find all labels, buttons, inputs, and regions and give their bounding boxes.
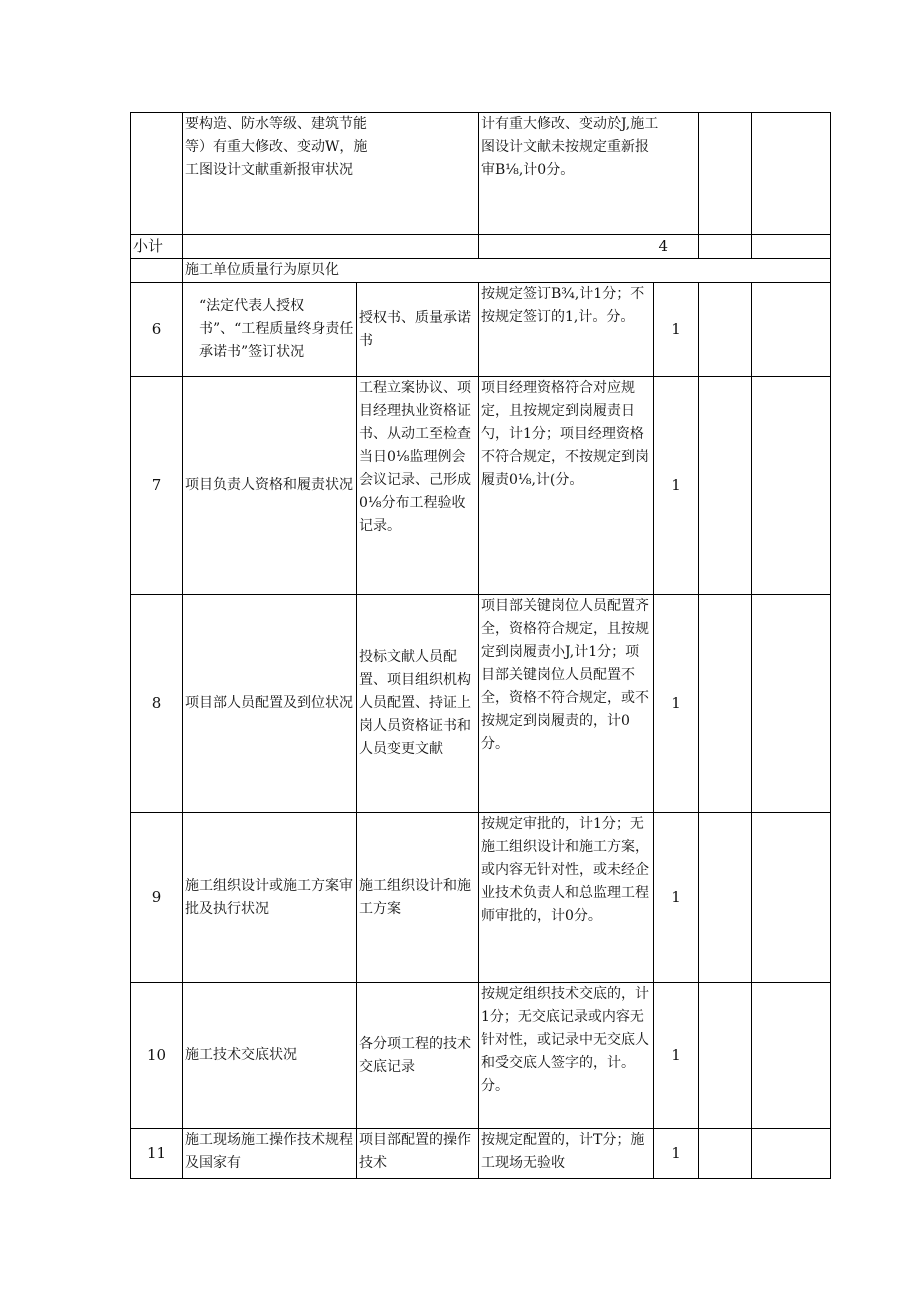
row-number: 11 (131, 1129, 183, 1179)
subtotal-row (131, 235, 831, 259)
blank-cell-b (752, 595, 831, 813)
blank-cell-a (699, 983, 752, 1129)
score-cell: 1 (654, 1129, 699, 1179)
evaluation-table (130, 112, 831, 1179)
section-header-row (131, 259, 831, 283)
score-cell-a (699, 113, 752, 235)
row-number-cell (131, 113, 183, 235)
evidence-cell: 工程立案协议、项目经理执业资格证书、从动工至检查当日0⅛监理例会会议记录、己形成0⅛分布工程验收记录。 (357, 377, 479, 595)
score-cell: 1 (654, 813, 699, 983)
subtotal-cell-b (752, 235, 831, 259)
evidence-cell: 施工组织设计和施工方案 (357, 813, 479, 983)
item-cell: 施工组织设计或施工方案审批及执行状况 (183, 813, 357, 983)
criteria-cell: 按规定配置的，计T分；施工现场无验收 (479, 1129, 654, 1179)
subtotal-blank (183, 235, 479, 259)
table-row (131, 113, 831, 235)
blank-cell-a (699, 377, 752, 595)
subtotal-label: 小计 (131, 235, 183, 259)
score-cell: 1 (654, 595, 699, 813)
evidence-cell: 授权书、质量承诺书 (357, 283, 479, 377)
section-blank (131, 259, 183, 283)
row-number: 6 (131, 283, 183, 377)
table-row (131, 983, 831, 1129)
item-cell (183, 113, 479, 235)
criteria-cell: 项目经理资格符合对应规定，且按规定到岗履责日勺，计1分；项目经理资格不符合规定，不按规定到岗履责0⅛,计(分。 (479, 377, 654, 595)
item-text: 要构造、防水等级、建筑节能等）有重大修改、变动W，施工图设计文献重新报审状况 (185, 116, 368, 178)
criteria-cell (479, 113, 699, 235)
blank-cell-a (699, 813, 752, 983)
table-row (131, 595, 831, 813)
item-cell: “法定代表人授权书”、“工程质量终身责任承诺书”签订状况 (183, 283, 357, 377)
evidence-cell: 项目部配置的操作技术 (357, 1129, 479, 1179)
row-number: 9 (131, 813, 183, 983)
subtotal-cell-a (699, 235, 752, 259)
evaluation-sheet (130, 112, 831, 1179)
blank-cell-b (752, 283, 831, 377)
blank-cell-b (752, 1129, 831, 1179)
blank-cell-b (752, 377, 831, 595)
item-cell: 施工现场施工操作技术规程及国家有 (183, 1129, 357, 1179)
blank-cell-b (752, 983, 831, 1129)
blank-cell-a (699, 283, 752, 377)
row-number: 7 (131, 377, 183, 595)
evidence-cell: 各分项工程的技术交底记录 (357, 983, 479, 1129)
section-header: 施工单位质量行为原贝化 (183, 259, 831, 283)
table-row (131, 283, 831, 377)
score-cell-b (752, 113, 831, 235)
row-number: 10 (131, 983, 183, 1129)
blank-cell-b (752, 813, 831, 983)
item-cell: 项目部人员配置及到位状况 (183, 595, 357, 813)
score-cell: 1 (654, 377, 699, 595)
criteria-cell: 项目部关键岗位人员配置齐全，资格符合规定，且按规定到岗履责小J,计1分；项目部关键岗位人员配置不全，资格不符合规定，或不按规定到岗履责的，计0分。 (479, 595, 654, 813)
criteria-cell: 按规定审批的，计1分；无施工组织设计和施工方案，或内容无针对性，或未经企业技术负责人和总监理工程师审批的，计0分。 (479, 813, 654, 983)
row-number: 8 (131, 595, 183, 813)
criteria-text: 计有重大修改、变动於J,施工图设计文献未按规定重新报审B⅛,计0分。 (481, 116, 659, 178)
table-row (131, 377, 831, 595)
subtotal-score: 4 (479, 235, 699, 259)
item-cell: 施工技术交底状况 (183, 983, 357, 1129)
blank-cell-a (699, 1129, 752, 1179)
criteria-cell: 按规定签订B¾,计1分；不按规定签订的1,计。分。 (479, 283, 654, 377)
table-row (131, 813, 831, 983)
score-cell: 1 (654, 983, 699, 1129)
blank-cell-a (699, 595, 752, 813)
score-cell: 1 (654, 283, 699, 377)
criteria-cell: 按规定组织技术交底的，计1分；无交底记录或内容无针对性，或记录中无交底人和受交底人签字的，计。分。 (479, 983, 654, 1129)
item-cell: 项目负责人资格和履责状况 (183, 377, 357, 595)
evidence-cell: 投标文献人员配置、项目组织机构人员配置、持证上岗人员资格证书和人员变更文献 (357, 595, 479, 813)
table-row (131, 1129, 831, 1179)
